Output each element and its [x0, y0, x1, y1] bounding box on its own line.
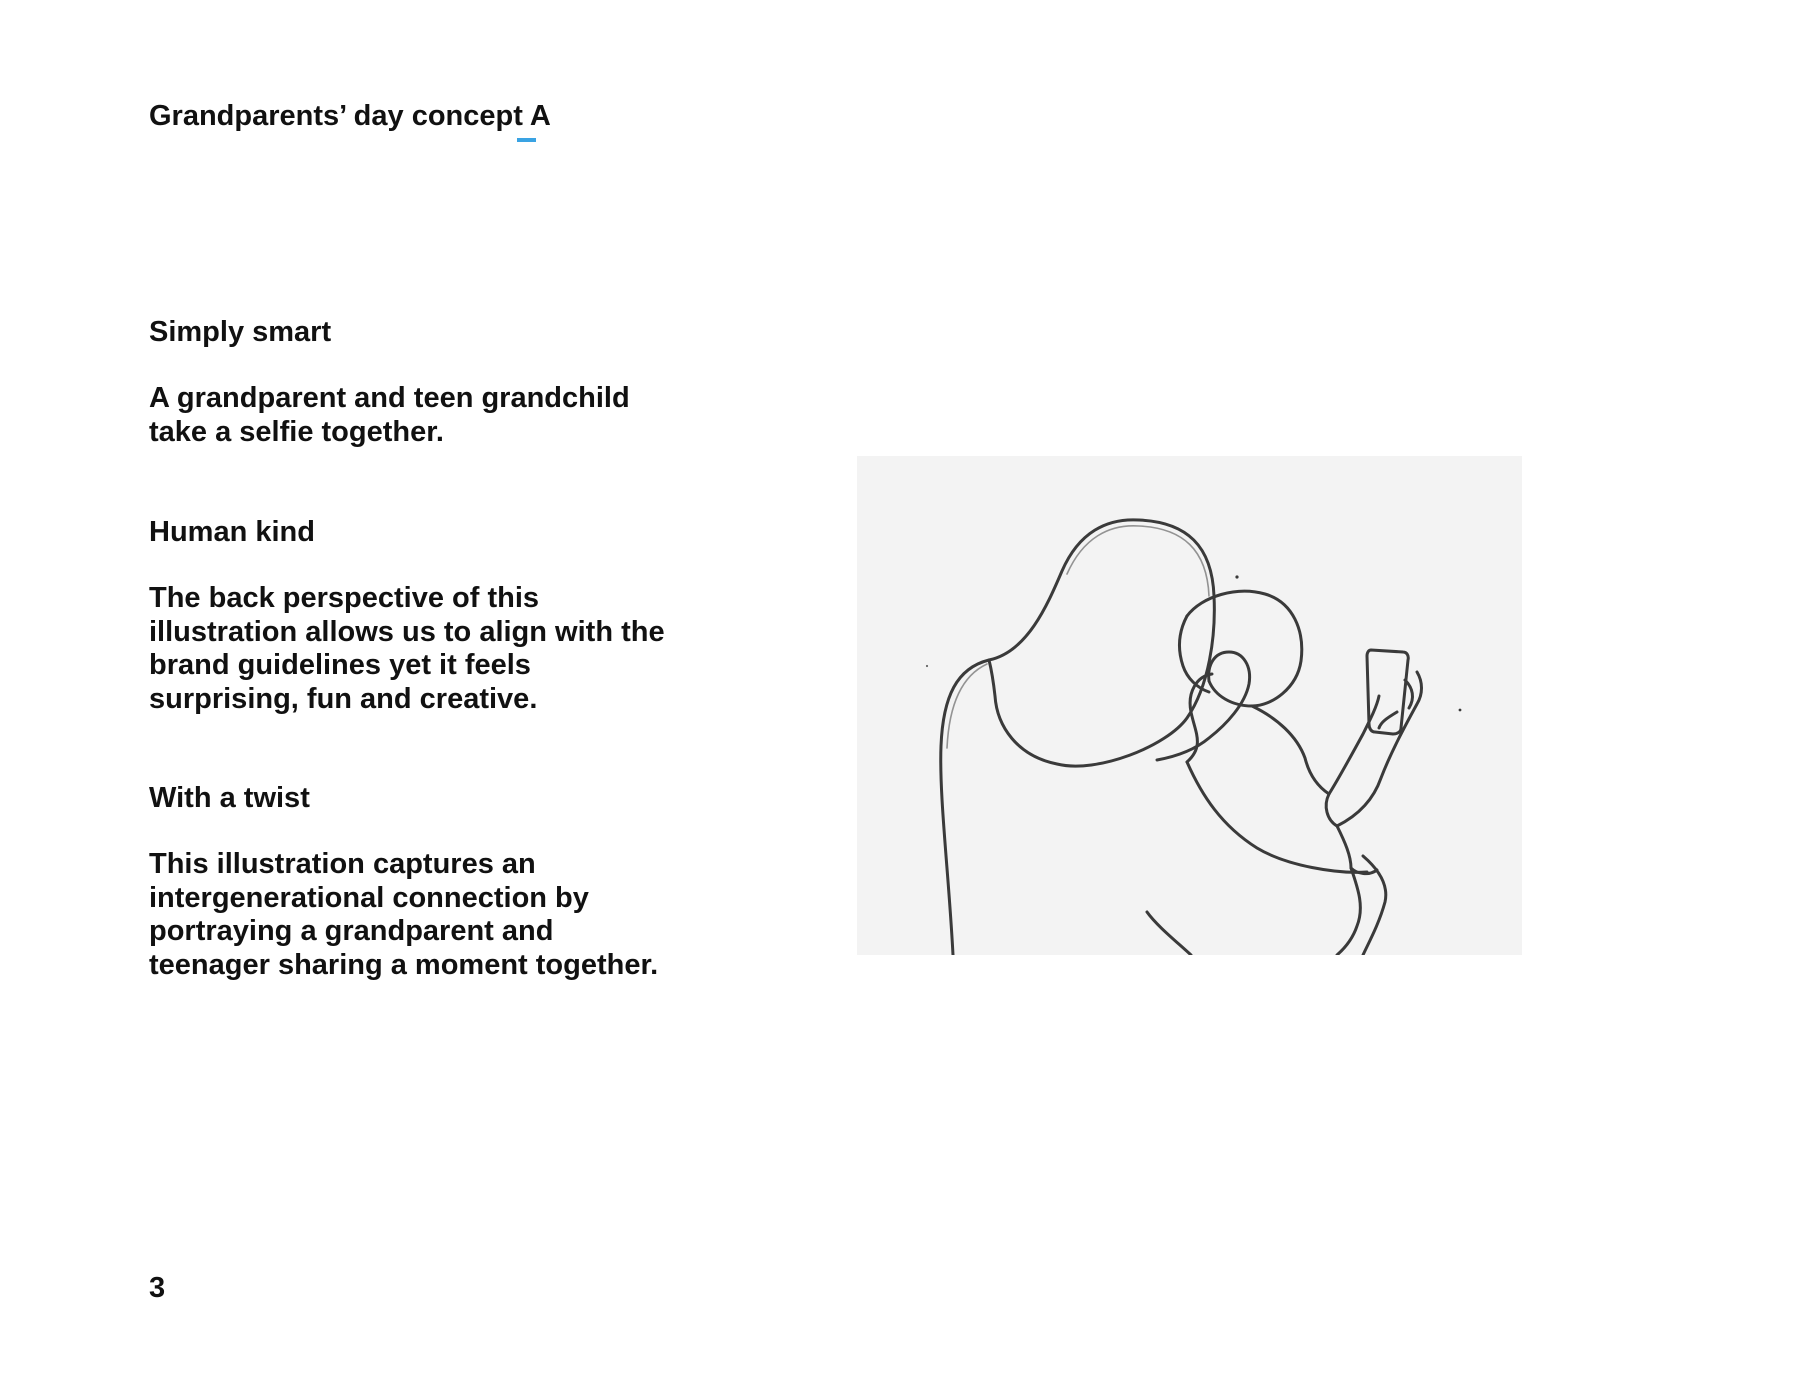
- sketch-shade-line: [947, 664, 987, 748]
- phone-icon: [1367, 650, 1408, 734]
- section-body: This illustration captures an intergenerational connection by portraying a grandparent and teenager sharing a moment together.: [149, 848, 659, 981]
- sketch-dot: [926, 665, 928, 667]
- sketch-dot: [1459, 709, 1462, 712]
- selfie-sketch-illustration: [857, 456, 1522, 955]
- teen-hair-tail: [1157, 652, 1250, 760]
- section-heading: With a twist: [149, 782, 310, 814]
- title-accent-underline: [517, 138, 536, 142]
- section-with-a-twist: [149, 782, 669, 982]
- grandparent-arm-line: [1147, 912, 1191, 955]
- sketch-dot: [1235, 575, 1238, 578]
- teen-lower-arm: [1337, 826, 1360, 955]
- grandparent-back-line: [941, 660, 989, 955]
- teen-shoulder: [1252, 706, 1329, 794]
- page-title: Grandparents’ day concept A: [149, 100, 551, 132]
- teen-raised-arm: [1329, 696, 1379, 794]
- sketch-outline-line: [1379, 712, 1397, 728]
- section-simply-smart: [149, 316, 669, 449]
- teen-back-line: [1187, 762, 1367, 872]
- section-body: A grandparent and teen grandchild take a selfie together.: [149, 382, 630, 448]
- section-heading: Simply smart: [149, 316, 332, 348]
- selfie-sketch-drawing: [857, 456, 1522, 955]
- sketch-outline-line: [1326, 794, 1337, 826]
- section-body: The back perspective of this illustration allows us to align with the brand guidelines yet it feels surprising, fun and creative.: [149, 582, 665, 715]
- section-human-kind: [149, 516, 669, 716]
- page-number: 3: [149, 1272, 166, 1304]
- section-heading: Human kind: [149, 516, 315, 548]
